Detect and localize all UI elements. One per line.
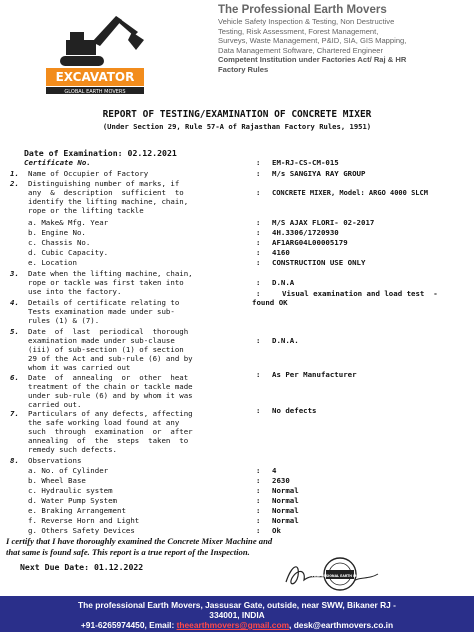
item-label: whom it was carried out xyxy=(28,363,131,372)
excavator-logo xyxy=(40,10,150,98)
signature-stamp xyxy=(282,556,382,592)
item-value: Visual examination and load test - xyxy=(282,289,438,298)
item-label: rope or the lifting tackle xyxy=(28,206,144,215)
item-label: Date of last periodical thorough xyxy=(28,327,189,336)
observation-value: Normal xyxy=(272,496,299,505)
observation-value: 4 xyxy=(272,466,277,475)
service-line: Testing, Risk Assessment, Forest Management, xyxy=(218,26,379,36)
item-label: Distinguishing number of marks, if xyxy=(28,179,180,188)
logo-tagline: GLOBAL EARTH MOVERS xyxy=(64,89,126,95)
logo-text: EXCAVATOR xyxy=(55,70,135,84)
item-label: Date when the lifting machine, chain, xyxy=(28,269,193,278)
colon: : xyxy=(256,169,261,178)
item-number: 2. xyxy=(10,179,19,188)
certificate-label: Certificate No. xyxy=(24,158,91,167)
item-number: 8. xyxy=(10,456,19,465)
colon: : xyxy=(256,466,261,475)
report-subtitle: (Under Section 29, Rule 57-A of Rajasthan Factory Rules, 1951) xyxy=(102,122,372,131)
email-link-primary[interactable]: theearthmovers@gmail.com xyxy=(176,620,290,630)
item-label: e. Location xyxy=(28,258,77,267)
item-number: 7. xyxy=(10,409,19,418)
item-value: M/s SANGIYA RAY GROUP xyxy=(272,169,366,178)
observation-label: f. Reverse Horn and Light xyxy=(28,516,140,525)
item-label: Observations xyxy=(28,456,82,465)
item-label: remedy such defects. xyxy=(28,445,117,454)
colon: : xyxy=(256,258,261,267)
item-label: rope or tackle was first taken into xyxy=(28,278,184,287)
item-label: 29 of the Act and sub-rule (6) and by xyxy=(28,354,193,363)
observation-label: d. Water Pump System xyxy=(28,496,117,505)
item-value: 4160 xyxy=(272,248,290,257)
item-number: 6. xyxy=(10,373,19,382)
company-info xyxy=(218,4,468,75)
item-label: Tests examination made under sub- xyxy=(28,307,175,316)
examination-date: Date of Examination: 02.12.2021 xyxy=(24,148,177,158)
item-value: 4H.3306/1720930 xyxy=(272,228,339,237)
observation-label: e. Braking Arrangement xyxy=(28,506,126,515)
item-label: Name of Occupier of Factory xyxy=(28,169,149,178)
footer xyxy=(0,596,474,632)
email-link-secondary[interactable]: desk@earthmovers.co.in xyxy=(293,620,394,630)
colon: : xyxy=(256,289,261,298)
item-value: D.N.A. xyxy=(272,336,299,345)
item-value: found OK xyxy=(252,298,288,307)
item-label: c. Chassis No. xyxy=(28,238,91,247)
observation-value: 2630 xyxy=(272,476,290,485)
colon: : xyxy=(256,406,261,415)
item-label: Details of certificate relating to xyxy=(28,298,180,307)
observation-label: c. Hydraulic system xyxy=(28,486,113,495)
next-due-date: Next Due Date: 01.12.2022 xyxy=(20,562,144,572)
item-label: Date of annealing or other heat xyxy=(28,373,189,382)
observation-value: Normal xyxy=(272,486,299,495)
colon: : xyxy=(256,486,261,495)
item-number: 5. xyxy=(10,327,19,336)
colon: : xyxy=(256,188,261,197)
report-title: REPORT OF TESTING/EXAMINATION OF CONCRETE MIXER xyxy=(102,109,372,120)
item-label: examination made under sub-clause xyxy=(28,336,175,345)
item-value: CONSTRUCTION USE ONLY xyxy=(272,258,366,267)
item-value: M/S AJAX FLORI- 02-2017 xyxy=(272,218,375,227)
item-label: annealing of the steps taken to xyxy=(28,436,189,445)
item-label: (iii) of sub-section (1) of section xyxy=(28,345,184,354)
item-label: Particulars of any defects, affecting xyxy=(28,409,193,418)
company-name: The Professional Earth Movers xyxy=(218,4,387,16)
certificate-value: EM-RJ-CS-CM-015 xyxy=(272,158,339,167)
item-label: a. Make& Mfg. Year xyxy=(28,218,109,227)
item-number: 3. xyxy=(10,269,19,278)
footer-phone: +91-6265974450, Email: xyxy=(80,620,177,630)
item-label: d. Cubic Capacity. xyxy=(28,248,109,257)
certification-statement xyxy=(6,536,468,558)
item-value: D.N.A xyxy=(272,278,295,287)
item-label: rules (1) & (7). xyxy=(28,316,100,325)
observation-value: Normal xyxy=(272,516,299,525)
colon: : xyxy=(256,336,261,345)
observation-label: a. No. of Cylinder xyxy=(28,466,109,475)
item-label: any & description sufficient to xyxy=(28,188,184,197)
item-label: b. Engine No. xyxy=(28,228,86,237)
item-number: 1. xyxy=(10,169,19,178)
colon: : xyxy=(256,506,261,515)
observation-value: Normal xyxy=(272,506,299,515)
item-value: AF1ARG04L00005179 xyxy=(272,238,348,247)
colon: : xyxy=(256,278,261,287)
service-line: Vehicle Safety Inspection & Testing, Non Destructive xyxy=(218,17,395,26)
item-number: 4. xyxy=(10,298,19,307)
service-line: Surveys, Waste Management, P&ID, SIA, GIS Mapping, xyxy=(218,36,407,46)
colon: : xyxy=(256,248,261,257)
item-label: carried out. xyxy=(28,400,82,409)
colon: : xyxy=(256,516,261,525)
item-label: such through examination or after xyxy=(28,427,193,436)
colon: : xyxy=(256,238,261,247)
footer-address: The professional Earth Movers, Jassusar Gate, outside, near SWW, Bikaner RJ - xyxy=(78,600,396,610)
competent-line: Factory Rules xyxy=(218,64,269,74)
colon: : xyxy=(256,476,261,485)
item-label: under sub-rule (6) and by whom it was xyxy=(28,391,193,400)
item-value: As Per Manufacturer xyxy=(272,370,357,379)
competent-line: Competent Institution under Factories Act/ Raj & HR xyxy=(218,55,407,65)
colon: : xyxy=(256,228,261,237)
certify-line: that same is found safe. This report is a true report of the Inspection. xyxy=(6,547,250,557)
item-label: the safe working load found at any xyxy=(28,418,180,427)
colon: : xyxy=(256,526,261,535)
observation-label: g. Others Safety Devices xyxy=(28,526,135,535)
footer-address-line2: 334001, INDIA xyxy=(209,610,265,620)
separator: , xyxy=(289,620,294,630)
colon: : xyxy=(256,218,261,227)
stamp-text: PROFESSIONAL EARTH MOVERS xyxy=(311,574,369,578)
colon: : xyxy=(256,158,261,167)
observation-label: b. Wheel Base xyxy=(28,476,86,485)
item-label: identify the lifting machine, chain, xyxy=(28,197,189,206)
item-label: use into the factory. xyxy=(28,287,122,296)
item-value: No defects xyxy=(272,406,317,415)
service-line: Data Management Software, Chartered Engineer xyxy=(218,45,384,55)
footer-contact xyxy=(0,620,474,630)
observation-value: Ok xyxy=(272,526,281,535)
colon: : xyxy=(256,370,261,379)
certify-line: I certify that I have thoroughly examined the Concrete Mixer Machine and xyxy=(6,536,273,546)
item-value: CONCRETE MIXER, Model: ARGO 4000 SLCM xyxy=(272,189,428,197)
colon: : xyxy=(256,496,261,505)
item-label: treatment of the chain or tackle made xyxy=(28,382,193,391)
